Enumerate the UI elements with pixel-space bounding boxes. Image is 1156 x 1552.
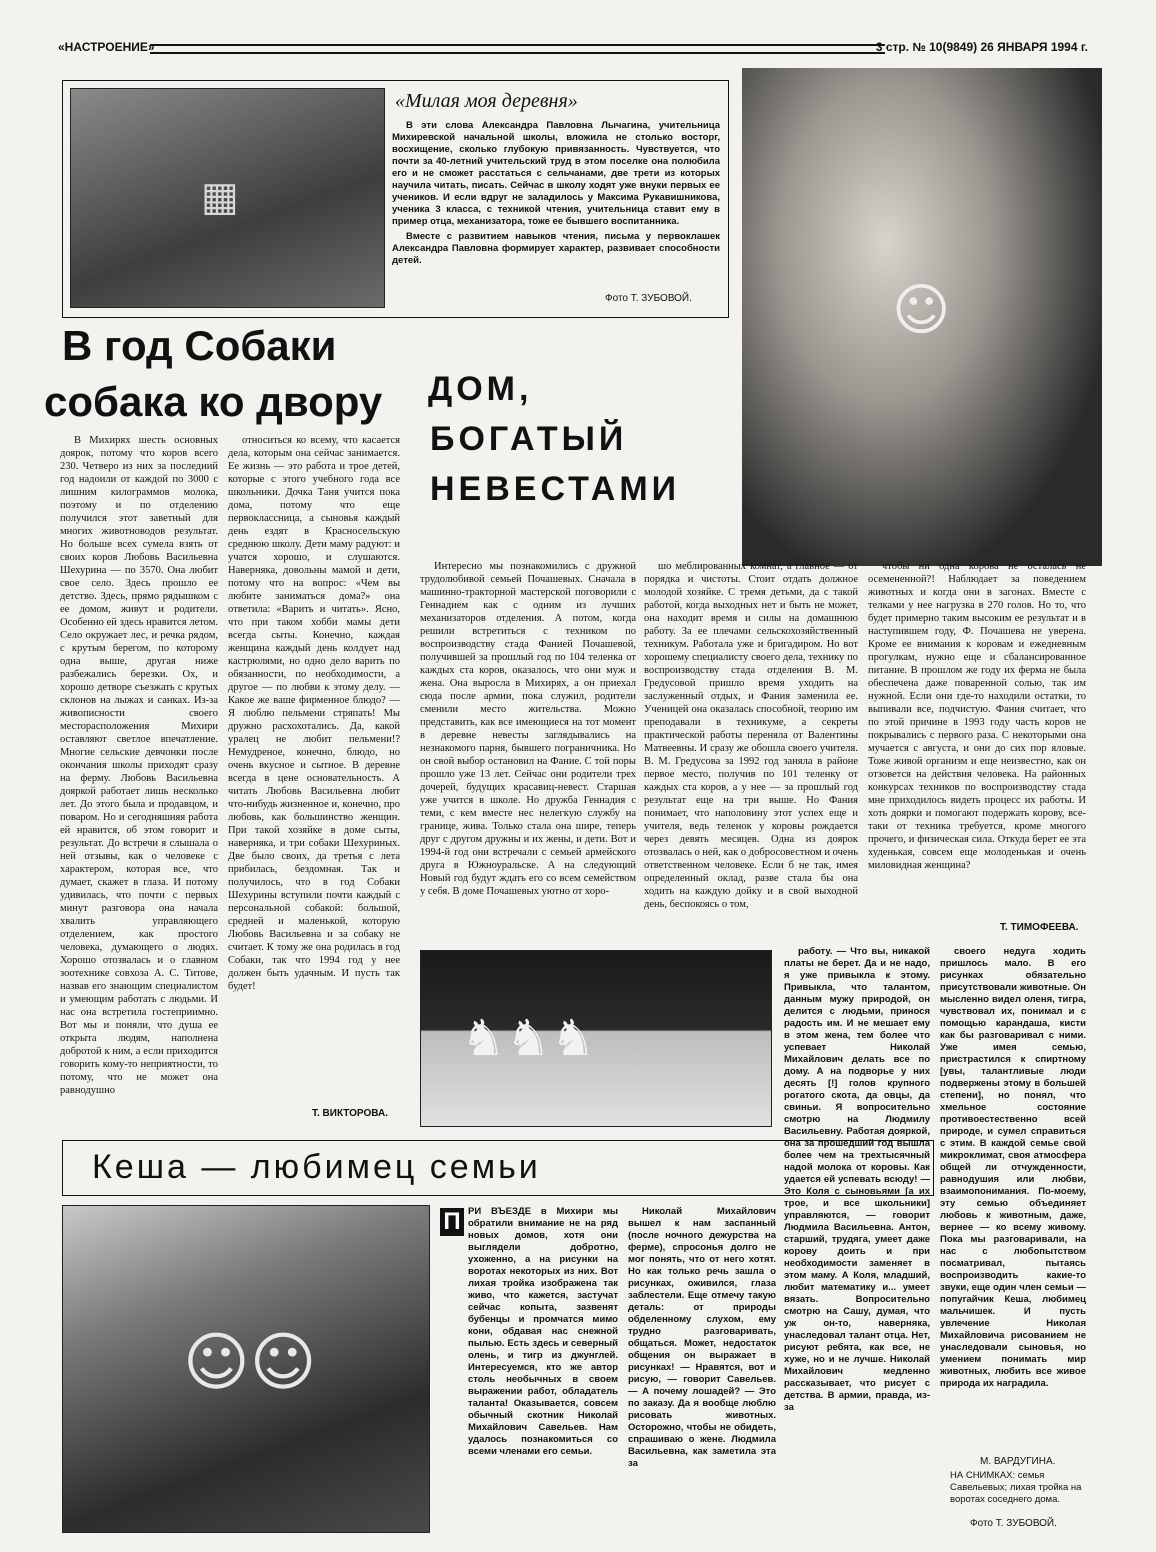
kesha-dropcap: П xyxy=(440,1208,464,1236)
sobaka-column-1-text: В Михирях шесть основных доярок, потому что коров всего 230. Четверо из них за последний год надоили от каждой по 3000 с лишним килограммов молока, поэтому и по отделению получился этот заветный для многих животноводов результат. Но больше всех сумела взять от своих коров Любовь Васильевна Шехурина — по 3570. Она любит свое село. Здесь прошло ее детство. Здесь, прямо рядышком с ее домом, живут и родители. Особенно ей здесь нравится летом. Село окружает лес, и речка рядом, с крутым берегом, по которому одна выше, другая ниже разбежались березки. Ох, и хорошо детворе съезжать с крутых склонов на лыжах и санках. Из-за живописности своего месторасположения Михири оставляют светлое впечатление. Многие сельские девчонки после окончания школы приходят сразу на ферму. Любовь Васильевна дояркой работает лишь несколько лет. До этого была и продавцом, и поваром. Но и сегодняшняя работа ей нравится, об этом говорит и результат. До встречи я слышала о ней отзывы, как о человеке с характером, которая все, что думает, скажет в глаза. И потому удивилась, что почти с первых минут разговора она начала хвалить управляющего отделением, как простого человека, думающего о людях. Хорошо отозвалась и о главном зоотехнике совхоза А. С. Титове, назвав его знающим специалистом и умеющим работать с людьми. И нас она встретила гостеприимно. Вот мы и поняли, что душа ее открыта людям, наполнена добротой к ним, а если приходится говорить кому-то неприятности, то потому, что не может она равнодушно xyxy=(60,435,218,1096)
dom-column-1 xyxy=(420,560,636,940)
dom-headline-3: НЕВЕСТАМИ xyxy=(430,470,681,508)
dom-column-2-text: шо меблированных комнат, а главное — от порядка и чистоты. Стоит отдать должное молодой хозяйке. С тремя детьми, да с такой работой, когда выходных нет и быть не может, она находит время и силы на домашнюю работу. За ее плечами сельскохозяйственный техникум. Работала уже и бригадиром. Но вот хорошему специалисту своего дела, технику по воспроизводству стада отделения В. М. Гредусовой пришло время уходить на заслуженный отдых, и Фания заменила ее. Ученицей она оказалась способной, теорию им преподавали в техникуме, а секреты практической работы переняла от Валентины Матвеевны. И сразу же обошла своего учителя. В. М. Гредусова за 1992 год заняла в районе первое место, получив по 101 теленку от каждых ста коров, а у нее — за прошлый год результат еще на три выше. Но Фания понимает, что наполовину этот успех еще и учителя, ведь теленок у коровы рождается через девять месяцев. Одна из доярок отозвалась о ней, как о добросовестном и очень ответственном человеке. Если б не так, имея определенный оклад, разве стала бы она ходить на каждую дойку и в свой выходной день, беспокоясь о том, xyxy=(644,561,858,910)
dom-column-3-text: чтобы ни одна корова не осталась не осемененной?! Наблюдает за поведением животных и когда они в загонах. Вместе с телками у нее нагрузка в 270 голов. Но то, что будет примерно таким высоким ее результат и в наступившем году, Ф. Почашева не уверена. Кроме ее внимания к коровам и ежедневным прогулкам, нужно еще и сбалансированное питание. В прошлом же году их ферма не была обеспечена даже поваренной солью, так им нужной. Если они где-то находили остатки, то выпивали все, подчистую. Фания считает, что по этой причине в 1993 году часть коров не покрывались с первого раза. С некоторыми она мучается с августа, и они до сих пор яловые. Тоже живой организм и еще неизвестно, как он отзовется на действия человека. На районных конкурсах техников по воспроизводству стада мне приходилось видеть процесс их работы. И хоть доярки и помогают подержать корову, все-таки от техника требуется, кроме многого прочего, и физическая сила. Откуда берет ее эта худенькая, совсем еще молоденькая и очень миловидная женщина? xyxy=(868,561,1086,871)
portrait-photo-icon: ☺ xyxy=(892,278,951,343)
kesha-column-4-text: своего недуга ходить пришлось мало. В его рисунках обязательно присутствовали животные. Он мысленно видел оленя, тигра, чувствовал их, понимал и с помощью карандаша, кисти как бы разговаривал с ними. Уже имея семью, пристрастился к спиртному [увы, талантливые люди подвержены этому в большей степени], но понял, что хмельное состояние противоестественно всей природе, и сумел справиться с этим. В каждой семье свой микроклимат, своя атмосфера общей ли отчужденности, равнодушия или любви, взаимопонимания. По-моему, эту семью объединяет любовь к животным, даже, вернее — ко всему живому. Пока мы разговаривали, на нас с любопытством посматривал, пытаясь воспроизводить какие-то звуки, еще один член семьи — попугайчик Кеша, любимец мальчишек. И пусть увлечение Николая Михайловича рисованием не унаследовали сыновья, но умением понимать мир животных, любить все живое природа их наградила. xyxy=(940,946,1086,1389)
dom-column-3 xyxy=(868,560,1086,910)
mila-paragraph-2: Вместе с развитием навыков чтения, письма у первоклашек Александра Павловна формирует характер, развивает способности детей. xyxy=(392,231,720,266)
mila-paragraph-1: В эти слова Александра Павловна Лычагина, учительница Михиревской начальной школы, вложила не столько восторг, восхищение, сколько глубокую привязанность. Чувствуется, что почти за 40-летний учительский труд в этом поселке она полюбила его и не сможет расстаться с сельчанами, две трети из которых научила читать, писать. Сейчас в школу ходят уже внуки первых ее учеников. И если вдруг не заладилось у Максима Рукавишникова, ученика 3 класса, с техникой чтения, учительница ставит ему в пример отца, механизатора, тоже ее бывшего воспитанника. xyxy=(392,120,720,227)
kesha-column-2 xyxy=(628,1206,776,1516)
kesha-column-2-text: Николай Михайлович вышел к нам заспанный (после ночного дежурства на ферме), спросонья долго не мог понять, что от него хотят. Но как только речь зашла о рисунках, оживился, глаза заблестели. Еще отмечу такую деталь: от природы обделенному слухом, ему трудно разговаривать, общаться. Может, недостаток общения он выражает в рисунках! — Нравятся, вот и рисую, — говорит Савельев. — А почему лошадей? — Это по заказу. Да я вообще люблю рисовать животных. Осторожно, чтобы не обидеть, спрашиваю о жене. Людмила Васильевна, как заметила эта за xyxy=(628,1206,776,1469)
classroom-photo-icon: ▦ xyxy=(201,174,239,220)
family-photo xyxy=(62,1205,430,1533)
kesha-column-3 xyxy=(784,946,930,1524)
troika-photo-icon: ♞♞♞ xyxy=(461,1009,596,1067)
kesha-column-4 xyxy=(940,946,1086,1446)
sobaka-column-1 xyxy=(60,434,218,1124)
portrait-photo xyxy=(742,68,1102,566)
kesha-caption: НА СНИМКАХ: семья Савельевых; лихая тройка на воротах соседнего дома. xyxy=(950,1470,1082,1505)
sobaka-headline-2: собака ко двору xyxy=(44,378,383,425)
mila-photo-credit: Фото Т. ЗУБОВОЙ. xyxy=(605,293,692,304)
sobaka-column-2-text: относиться ко всему, что касается дела, которым она сейчас занимается. Ее жизнь — это работа и трое детей, которые с этого учебного года все школьники. Дочка Таня учится пока дома, потому что еще первоклассница, а сыновья каждый день ездят в Красносельскую среднюю школу. Дети маму радуют: и учатся хорошо, и слушаются. Наверняка, довольны мамой и дети, потому что на вопрос: «Чем вы любите заниматься дома?» она ответила: «Варить и читать». Ясно, что при таком хобби мамы дети всегда сыты. Конечно, каждая женщина каждый день колдует над кастрюлями, но одно дело варить по обязанности, по необходимости, а другое — по любви к этому делу. — Какое же ваше фирменное блюдо? — Я люблю пельмени стряпать! Мы дружно расхохотались. Да, какой уралец не любит пельмени!? Немудреное, конечно, блюдо, но очень вкусное и сытное. В деревне всегда в цене основательность. А читать Любовь Васильевна любит что-нибудь жизненное и, конечно, про любовь, как большинство женщин. При такой хозяйке в доме сыты, наверняка, и три собаки Шехуриных. Две было своих, да третья с лета прибилась, бездомная. Так и получилось, что в год Собаки Шехурины вступили почти каждый с персональной собакой: большой, средней и маленькой, которую Любовь Васильевна и за собаку не считает. К тому же она родилась в год Собаки, так что 1994 год у нее должен быть удачным. И пусть так будет! xyxy=(228,435,400,992)
sobaka-headline-1: В год Собаки xyxy=(62,322,337,369)
issue-info: 3 стр. № 10(9849) 26 ЯНВАРЯ 1994 г. xyxy=(875,40,1088,54)
kesha-column-3-text: работу. — Что вы, никакой платы не берет. Да и не надо, я уже привыкла к этому. Привыкла, что талантом, данным мужу природой, он делится с людьми, принося радость им. И не мешает ему в этом жена, тем более что успевает Николай Михайлович делать все по дому. А на подворье у них десять [!] голов крупного рогатого скота, да овцы, да свиньи. Я вопросительно смотрю на Людмилу Васильевну. Работая дояркой, она за прошедший год вышла более чем на трехтысячный надой молока от коровы. Как удается ей успевать всюду! — Это Коля с сыновьями [а их трое, и все школьники] управляются, — говорит Людмила Васильевна. Антон, старший, трудяга, умеет даже корову доить и при необходимости заменяет в этом маму. А Коля, младший, любит математику и... умеет вязать. Вопросительно смотрю на Сашу, думая, что уж он-то, наверняка, унаследовал талант отца. Нет, рисуют ребята, как все, не хуже, но и не лучше. Николай Михайлович медленно рассказывает, что рисует с детства. В армии, правда, из-за xyxy=(784,946,930,1413)
classroom-photo xyxy=(70,88,385,308)
dom-column-2 xyxy=(644,560,858,940)
mila-title: «Милая моя деревня» xyxy=(395,90,578,112)
kesha-headline: Кеша — любимец семьи xyxy=(92,1148,541,1186)
kesha-column-1-text: РИ ВЪЕЗДЕ в Михири мы обратили внимание не на ряд новых домов, хотя они выглядели добротно, ухоженно, а на рисунки на воротах некоторых из них. Вот лихая тройка изображена так живо, что кажется, застучат сейчас копыта, зазвенят бубенцы и промчатся мимо кони, обдавая нас снежной пылью. Есть здесь и северный олень, и тигр из джунглей. Интересуемся, кто же автор столь необычных в своем выражении работ, обладатель таланта! Оказывается, совсем обычный скотник Николай Михайлович Савельев. Нам удалось познакомиться со всеми членами его семьи. xyxy=(468,1206,618,1457)
dom-signature: Т. ТИМОФЕЕВА. xyxy=(1000,922,1079,933)
dom-headline-1: ДОМ, xyxy=(428,370,533,408)
dom-headline-2: БОГАТЫЙ xyxy=(430,420,628,458)
section-title: «НАСТРОЕНИЕ» xyxy=(58,40,155,54)
troika-photo xyxy=(420,950,772,1127)
header-rule xyxy=(150,44,885,54)
sobaka-column-2 xyxy=(228,434,400,1094)
kesha-photo-credit: Фото Т. ЗУБОВОЙ. xyxy=(970,1518,1057,1529)
mila-text xyxy=(392,120,720,270)
sobaka-signature: Т. ВИКТОРОВА. xyxy=(312,1108,388,1119)
family-photo-icon: ☺☺ xyxy=(183,1326,317,1400)
kesha-column-1 xyxy=(468,1206,618,1516)
kesha-signature: М. ВАРДУГИНА. xyxy=(980,1456,1056,1467)
dom-column-1-text: Интересно мы познакомились с дружной трудолюбивой семьей Почашевых. Сначала в машинно-тракторной мастерской поговорили с Геннадием как с одним из лучших механизаторов отделения. А потом, когда решили встретиться с техником по воспроизводству стада Фанией Почашевой, получившей за прошлый год по 104 теленка от каждых ста коров, оказалось, что они муж и жена. Она выросла в Михирях, а он приехал сюда после армии, пока служил, родители сменили место жительства. Можно представить, как все имеющиеся на тот момент в деревне невесты заглядывались на незнакомого парня, бывшего пограничника. Но он свой выбор остановил на Фание. С той поры прошло уже 13 лет. Сейчас они родители трех дочерей, будущих красавиц-невест. Старшая уже учится в школе. Но дружба Геннадия с теми, с кем вместе нес нелегкую службу на границе, жива. Только стала она шире, теперь друг с другом дружны и их жены, и дети. Вот и 1994-й год они встречали с семьей армейского друга в Южноуральске. А на следующий Новый год будут ждать его со всем семейством у себя. В доме Почашевых уютно от хоро- xyxy=(420,561,636,897)
